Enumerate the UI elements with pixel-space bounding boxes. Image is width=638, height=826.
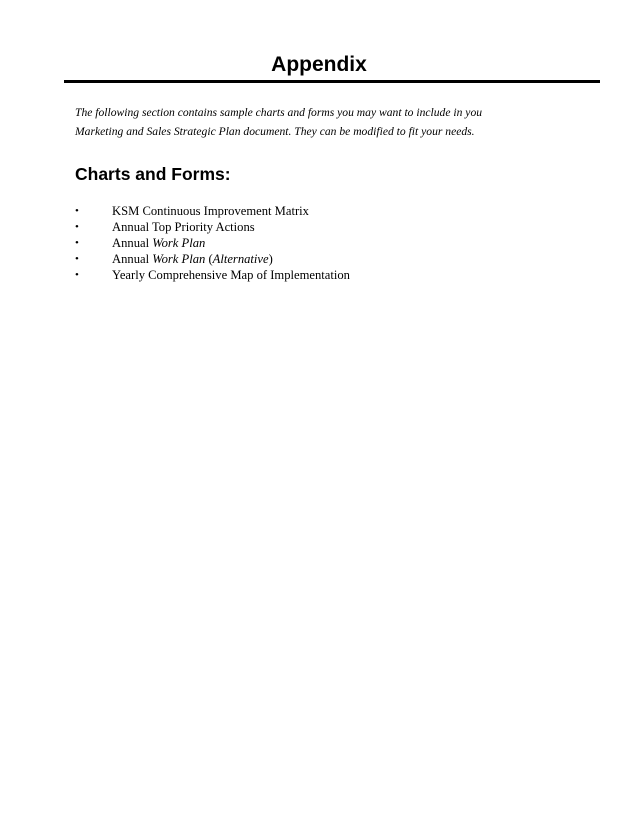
list-item	[75, 251, 555, 267]
bullet-icon: •	[75, 269, 79, 281]
intro-paragraph	[75, 103, 575, 141]
list-item	[75, 203, 555, 219]
list-item-italic: Work Plan	[152, 236, 206, 250]
list-item-text: Yearly Comprehensive Map of Implementation	[112, 268, 350, 282]
list-item-prefix: Annual	[112, 252, 153, 266]
bullet-icon: •	[75, 221, 79, 233]
list-item-prefix: Annual	[112, 236, 153, 250]
list-item-suffix: )	[268, 252, 273, 266]
list-item-text	[112, 235, 205, 251]
list-item-italic-2: Alternative	[212, 252, 269, 266]
page-title	[0, 50, 638, 80]
list-item	[75, 235, 555, 251]
list-item	[75, 267, 555, 283]
bullet-icon: •	[75, 237, 79, 249]
list-item	[75, 219, 555, 235]
intro-line-1: The following section contains sample charts and forms you may want to include in you	[75, 106, 483, 119]
list-item-middle: (	[205, 252, 213, 266]
page-title-text: Appendix	[271, 53, 367, 76]
list-item-text	[112, 251, 273, 267]
list-item-italic: Work Plan	[152, 252, 206, 266]
bullet-icon: •	[75, 205, 79, 217]
bullet-icon: •	[75, 253, 79, 265]
list-item-text: Annual Top Priority Actions	[112, 220, 255, 234]
list-item-text: KSM Continuous Improvement Matrix	[112, 204, 309, 218]
intro-line-2: Marketing and Sales Strategic Plan document. They can be modified to fit your needs.	[75, 125, 475, 138]
charts-forms-list	[75, 203, 555, 283]
section-heading: Charts and Forms:	[75, 164, 231, 184]
title-divider	[64, 80, 600, 83]
